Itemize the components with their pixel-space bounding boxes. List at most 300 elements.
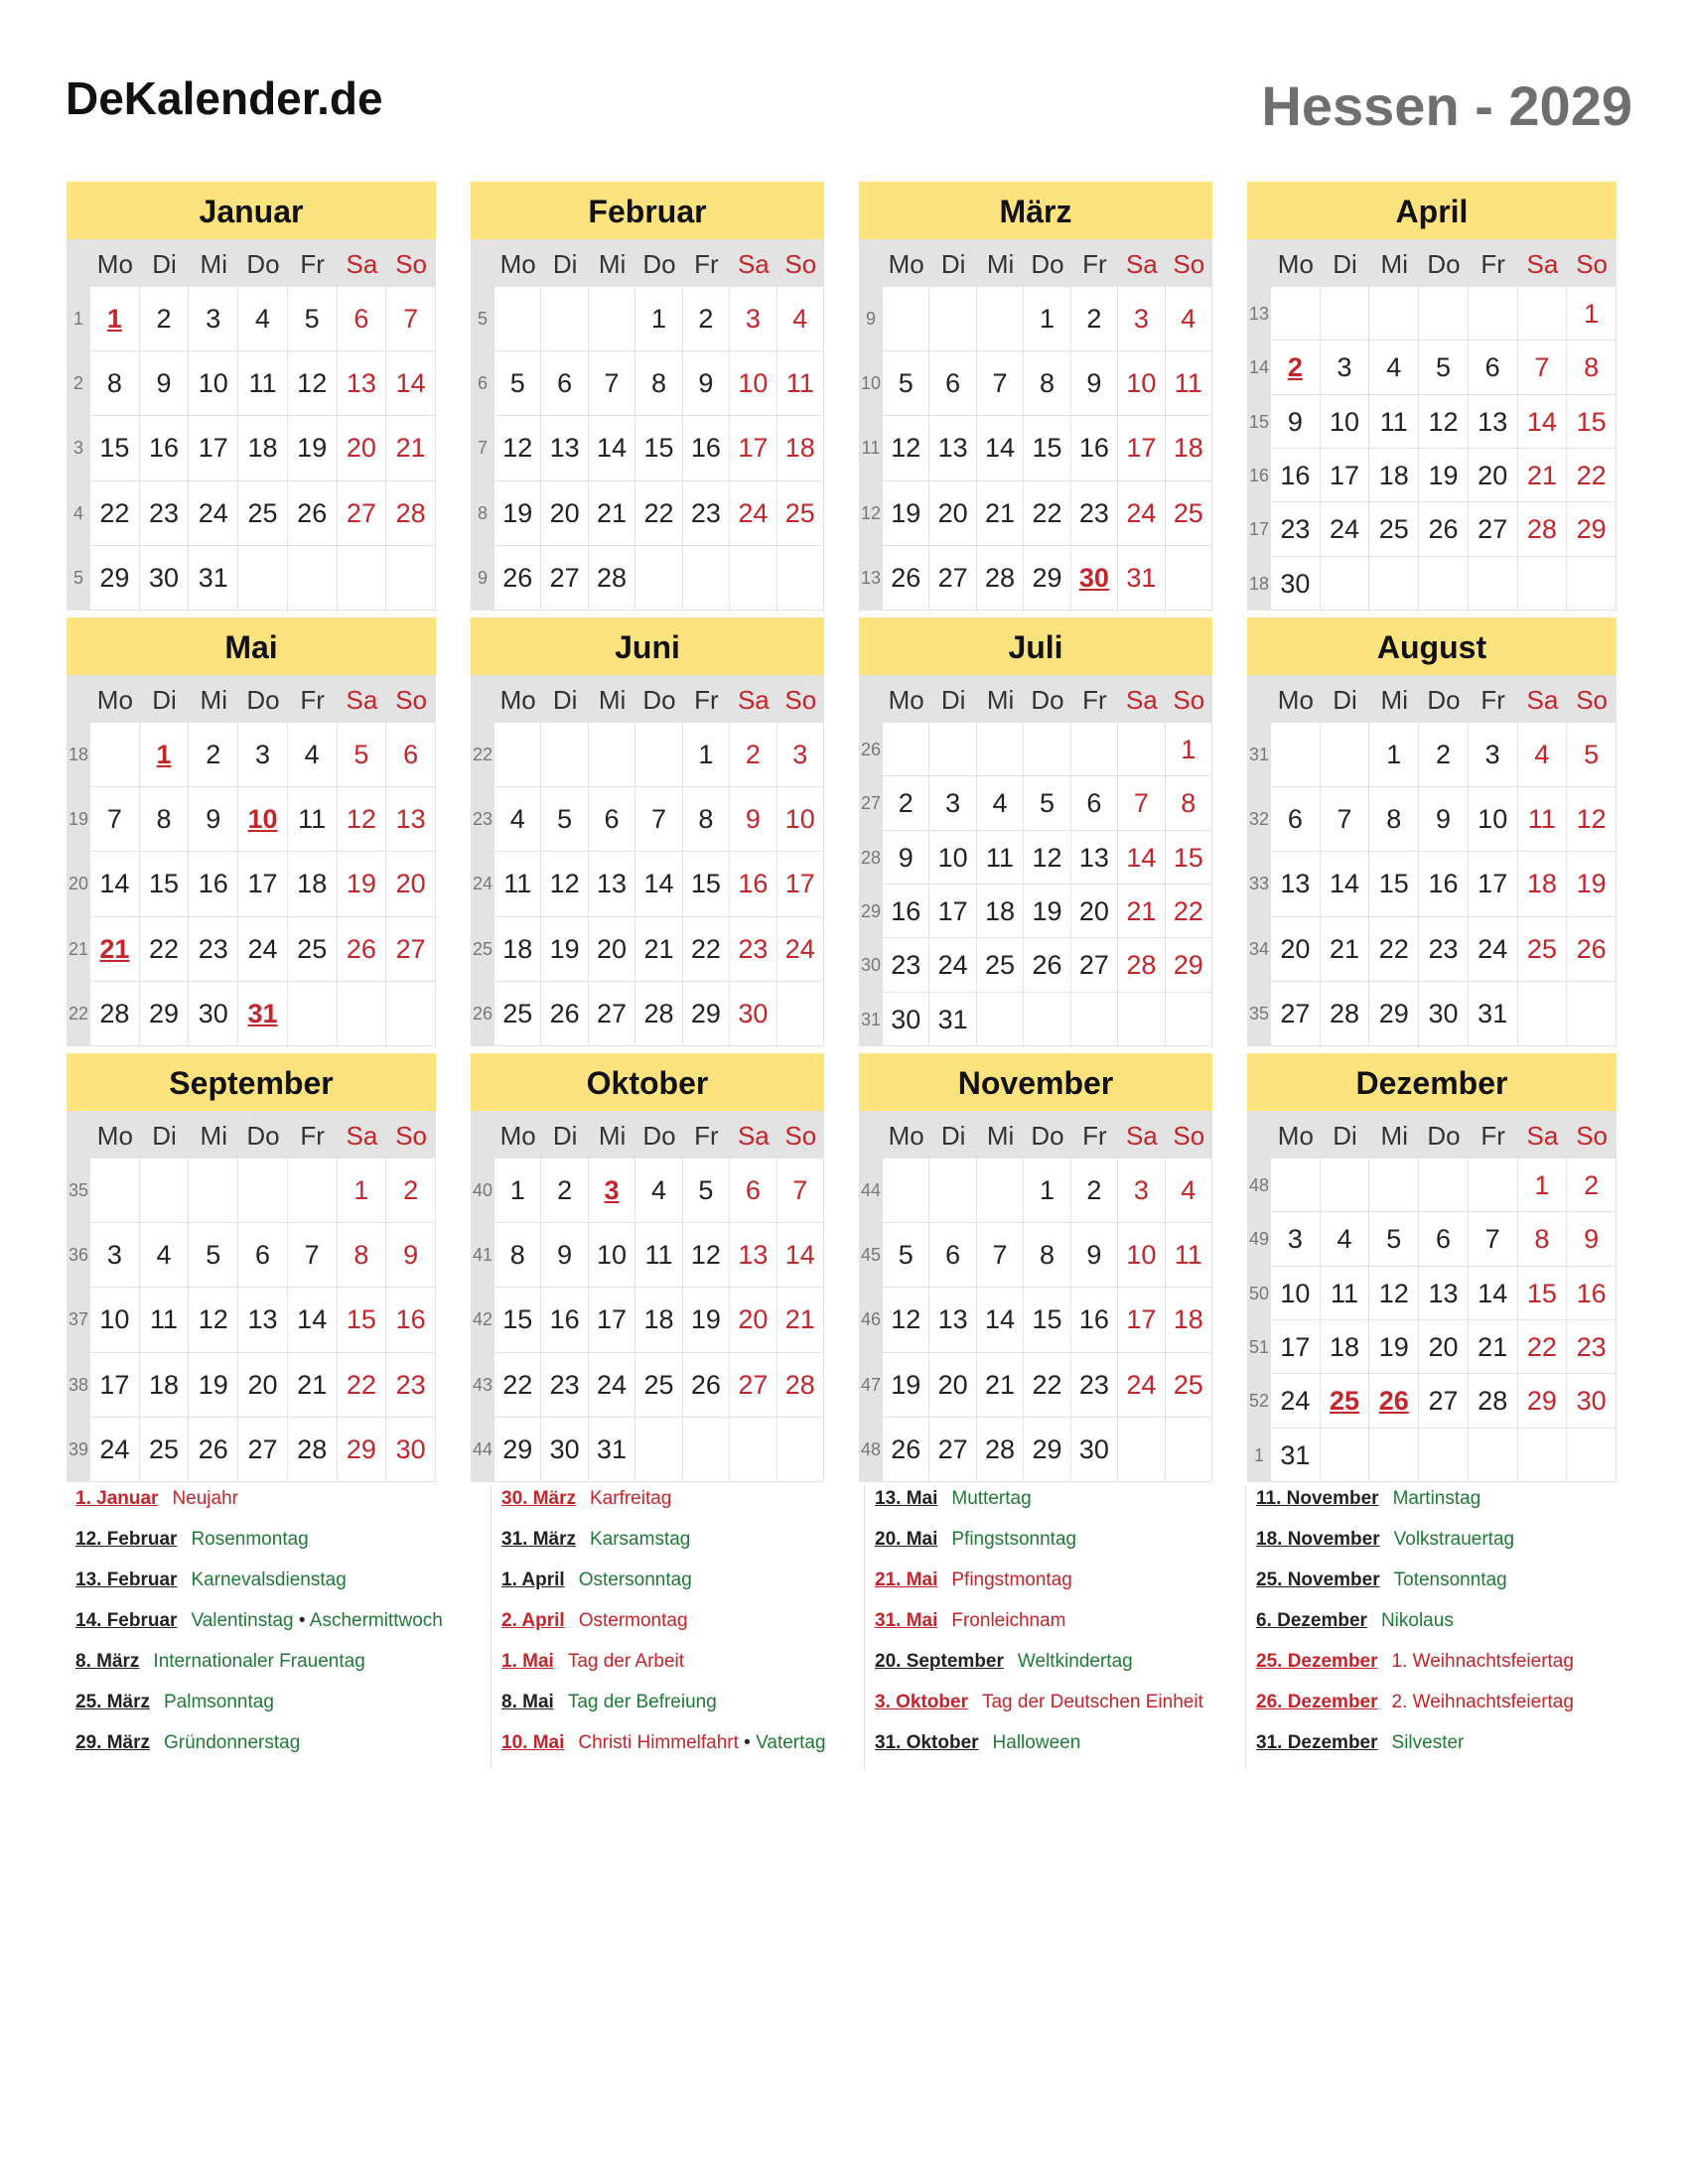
day-cell: 27 bbox=[238, 1418, 288, 1482]
day-cell: 5 bbox=[1024, 776, 1070, 830]
weekday-label: Fr bbox=[1082, 685, 1107, 715]
weekday-header bbox=[1247, 675, 1617, 723]
day-cell: 7 bbox=[288, 1223, 338, 1288]
week-number: 30 bbox=[860, 955, 882, 976]
weekday-label: Mo bbox=[96, 1121, 133, 1151]
weekday-label: Do bbox=[1427, 685, 1461, 715]
day-cell: 17 bbox=[730, 416, 776, 480]
empty-day-cell bbox=[338, 982, 387, 1046]
empty-day-cell bbox=[635, 723, 682, 787]
empty-day-cell bbox=[1369, 557, 1419, 611]
day-cell: 26 bbox=[541, 982, 588, 1046]
week-number: 44 bbox=[860, 1180, 882, 1200]
empty-day-cell bbox=[1419, 557, 1469, 611]
day-cell: 12 bbox=[338, 787, 387, 852]
day-cell: 8 bbox=[635, 351, 682, 416]
day-cell: 25 bbox=[977, 938, 1024, 992]
day-cell: 17 bbox=[1118, 1288, 1165, 1352]
day-cell: 26 bbox=[883, 1418, 929, 1482]
day-cell: 10 bbox=[90, 1288, 140, 1352]
month-oktober bbox=[471, 1053, 824, 1482]
weekday-label: Mi bbox=[1380, 685, 1408, 715]
empty-day-cell bbox=[883, 1159, 929, 1223]
day-cell: 5 bbox=[1419, 341, 1469, 394]
weekday-label: Do bbox=[1427, 1121, 1461, 1151]
day-cell: 15 bbox=[494, 1288, 541, 1352]
day-cell: 10 bbox=[189, 351, 238, 416]
day-cell: 22 bbox=[494, 1353, 541, 1418]
day-cell: 28 bbox=[977, 546, 1024, 611]
day-cell: 15 bbox=[635, 416, 682, 480]
day-cell: 20 bbox=[929, 1353, 976, 1418]
day-cell: 15 bbox=[140, 852, 190, 916]
day-cell: 19 bbox=[189, 1353, 238, 1418]
day-cell: 17 bbox=[238, 852, 288, 916]
day-cell: 23 bbox=[730, 917, 776, 982]
empty-day-cell bbox=[977, 993, 1024, 1046]
day-cell: 29 bbox=[1567, 502, 1617, 556]
day-cell: 25 bbox=[1369, 502, 1419, 556]
legend-date: 8. März bbox=[75, 1651, 140, 1672]
day-cell: 20 bbox=[386, 852, 436, 916]
month-title: Mai bbox=[67, 617, 436, 675]
empty-day-cell bbox=[730, 1418, 776, 1482]
empty-day-cell bbox=[777, 1418, 824, 1482]
weekday-label: Di bbox=[552, 249, 578, 279]
empty-day-cell bbox=[140, 1159, 190, 1223]
empty-day-cell bbox=[288, 982, 338, 1046]
empty-day-cell bbox=[1321, 557, 1370, 611]
empty-day-cell bbox=[589, 723, 635, 787]
week-number: 35 bbox=[1248, 1003, 1270, 1024]
day-cell: 18 bbox=[1166, 416, 1212, 480]
empty-day-cell bbox=[1518, 287, 1568, 341]
day-cell: 28 bbox=[1518, 502, 1568, 556]
day-cell: 20 bbox=[1419, 1320, 1469, 1374]
day-cell: 18 bbox=[238, 416, 288, 480]
week-number: 18 bbox=[68, 745, 89, 764]
day-cell: 7 bbox=[777, 1159, 824, 1223]
day-cell: 9 bbox=[1071, 1223, 1118, 1288]
day-cell: 15 bbox=[683, 852, 730, 916]
day-cell: 12 bbox=[288, 351, 338, 416]
day-cell: 25 bbox=[777, 481, 824, 546]
day-cell: 8 bbox=[683, 787, 730, 852]
week-number: 13 bbox=[860, 567, 882, 588]
empty-day-cell bbox=[1419, 1429, 1469, 1482]
weekday-label: Mo bbox=[499, 1121, 536, 1151]
week-number: 3 bbox=[72, 438, 83, 459]
legend-name: Muttertag bbox=[951, 1488, 1032, 1509]
day-cell: 11 bbox=[1518, 787, 1568, 852]
day-cell: 17 bbox=[929, 885, 976, 938]
day-cell: 2 bbox=[730, 723, 776, 787]
legend-item bbox=[875, 1529, 1076, 1551]
empty-day-cell bbox=[929, 287, 976, 351]
day-cell: 27 bbox=[541, 546, 588, 611]
day-cell: 11 bbox=[288, 787, 338, 852]
empty-day-cell bbox=[1118, 723, 1165, 776]
empty-day-cell bbox=[1166, 1418, 1212, 1482]
day-cell: 24 bbox=[929, 938, 976, 992]
weekday-label: Do bbox=[1031, 1121, 1064, 1151]
day-cell: 1 bbox=[683, 723, 730, 787]
day-cell: 19 bbox=[883, 1353, 929, 1418]
day-cell: 13 bbox=[730, 1223, 776, 1288]
day-cell: 30 bbox=[883, 993, 929, 1046]
weekday-label: Sa bbox=[1526, 249, 1559, 279]
day-cell: 3 bbox=[1321, 341, 1370, 394]
day-cell: 30 bbox=[541, 1418, 588, 1482]
day-cell: 24 bbox=[1469, 917, 1518, 982]
day-cell: 17 bbox=[90, 1353, 140, 1418]
day-cell: 26 bbox=[1369, 1374, 1419, 1428]
day-cell: 6 bbox=[730, 1159, 776, 1223]
month-title: November bbox=[859, 1053, 1212, 1111]
day-cell: 19 bbox=[1567, 852, 1617, 916]
weekday-label: Fr bbox=[1480, 1121, 1505, 1151]
day-cell: 21 bbox=[386, 416, 436, 480]
day-cell: 25 bbox=[140, 1418, 190, 1482]
day-cell: 14 bbox=[977, 1288, 1024, 1352]
day-cell: 10 bbox=[1118, 1223, 1165, 1288]
week-number: 40 bbox=[472, 1180, 493, 1200]
legend-date: 20. Mai bbox=[875, 1529, 938, 1550]
weekday-header bbox=[1247, 1111, 1617, 1159]
day-cell: 19 bbox=[1419, 449, 1469, 502]
day-cell: 25 bbox=[1321, 1374, 1370, 1428]
day-cell: 28 bbox=[386, 481, 436, 546]
day-cell: 18 bbox=[1518, 852, 1568, 916]
week-number: 33 bbox=[1248, 874, 1270, 894]
empty-day-cell bbox=[494, 723, 541, 787]
day-cell: 14 bbox=[1321, 852, 1370, 916]
day-cell: 21 bbox=[635, 917, 682, 982]
day-cell: 1 bbox=[1518, 1159, 1568, 1212]
weekday-label: Fr bbox=[300, 685, 325, 715]
week-number: 48 bbox=[1248, 1175, 1270, 1195]
day-cell: 10 bbox=[1469, 787, 1518, 852]
day-cell: 25 bbox=[1518, 917, 1568, 982]
day-cell: 1 bbox=[90, 287, 140, 351]
day-cell: 14 bbox=[977, 416, 1024, 480]
day-cell: 16 bbox=[386, 1288, 436, 1352]
day-cell: 27 bbox=[1419, 1374, 1469, 1428]
day-cell: 28 bbox=[1469, 1374, 1518, 1428]
day-cell: 18 bbox=[140, 1353, 190, 1418]
month-days bbox=[67, 675, 436, 1046]
day-cell: 17 bbox=[1118, 416, 1165, 480]
day-cell: 20 bbox=[1071, 885, 1118, 938]
day-cell: 30 bbox=[189, 982, 238, 1046]
weekday-header bbox=[859, 675, 1212, 723]
day-cell: 8 bbox=[1024, 1223, 1070, 1288]
day-cell: 16 bbox=[1419, 852, 1469, 916]
day-cell: 12 bbox=[541, 852, 588, 916]
legend-name: Totensonntag bbox=[1393, 1570, 1507, 1590]
day-cell: 7 bbox=[386, 287, 436, 351]
legend-date: 20. September bbox=[875, 1651, 1004, 1672]
day-cell: 6 bbox=[589, 787, 635, 852]
day-cell: 25 bbox=[1166, 1353, 1212, 1418]
week-number: 16 bbox=[1248, 466, 1270, 485]
day-cell: 10 bbox=[730, 351, 776, 416]
day-cell: 31 bbox=[238, 982, 288, 1046]
day-cell: 1 bbox=[1166, 723, 1212, 776]
day-cell: 9 bbox=[1567, 1212, 1617, 1266]
day-cell: 14 bbox=[589, 416, 635, 480]
legend-date: 2. April bbox=[501, 1610, 565, 1631]
legend-date: 31. März bbox=[501, 1529, 576, 1550]
day-cell: 8 bbox=[1567, 341, 1617, 394]
legend-date: 31. Dezember bbox=[1256, 1732, 1378, 1753]
day-cell: 2 bbox=[883, 776, 929, 830]
day-cell: 20 bbox=[730, 1288, 776, 1352]
empty-day-cell bbox=[730, 546, 776, 611]
day-cell: 8 bbox=[1369, 787, 1419, 852]
day-cell: 2 bbox=[386, 1159, 436, 1223]
legend-column bbox=[66, 1485, 443, 1769]
month-juni bbox=[471, 617, 824, 1046]
day-cell: 9 bbox=[730, 787, 776, 852]
day-cell: 19 bbox=[683, 1288, 730, 1352]
legend-name: Vatertag bbox=[756, 1732, 826, 1753]
weekday-label: Di bbox=[152, 685, 177, 715]
week-number: 25 bbox=[472, 938, 493, 959]
day-cell: 22 bbox=[140, 917, 190, 982]
day-cell: 2 bbox=[1071, 1159, 1118, 1223]
empty-day-cell bbox=[1419, 1159, 1469, 1212]
week-number: 8 bbox=[477, 502, 488, 523]
legend-item bbox=[875, 1651, 1133, 1673]
weekday-label: Di bbox=[1333, 685, 1357, 715]
day-cell: 15 bbox=[1518, 1267, 1568, 1320]
month-title: Oktober bbox=[471, 1053, 824, 1111]
month-mai bbox=[67, 617, 436, 1046]
day-cell: 6 bbox=[1469, 341, 1518, 394]
day-cell: 29 bbox=[1024, 546, 1070, 611]
legend-item bbox=[501, 1570, 692, 1591]
legend-date: 18. November bbox=[1256, 1529, 1380, 1550]
day-cell: 27 bbox=[338, 481, 387, 546]
day-cell: 16 bbox=[683, 416, 730, 480]
day-cell: 29 bbox=[140, 982, 190, 1046]
empty-day-cell bbox=[288, 546, 338, 611]
day-cell: 19 bbox=[1024, 885, 1070, 938]
month-title: März bbox=[859, 182, 1212, 239]
day-cell: 18 bbox=[494, 917, 541, 982]
weekday-label: Do bbox=[642, 685, 676, 715]
day-cell: 4 bbox=[635, 1159, 682, 1223]
legend-column bbox=[864, 1485, 1242, 1769]
legend-name: Fronleichnam bbox=[951, 1610, 1066, 1631]
day-cell: 22 bbox=[1518, 1320, 1568, 1374]
day-cell: 20 bbox=[1271, 917, 1321, 982]
day-cell: 6 bbox=[929, 351, 976, 416]
week-number: 1 bbox=[1253, 1444, 1264, 1465]
week-number: 11 bbox=[861, 438, 881, 459]
empty-day-cell bbox=[1369, 1429, 1419, 1482]
legend-name: Tag der Arbeit bbox=[567, 1651, 685, 1672]
empty-day-cell bbox=[683, 1418, 730, 1482]
weekday-label: Fr bbox=[1480, 249, 1505, 279]
month-februar bbox=[471, 182, 824, 611]
day-cell: 5 bbox=[338, 723, 387, 787]
day-cell: 18 bbox=[977, 885, 1024, 938]
day-cell: 18 bbox=[635, 1288, 682, 1352]
day-cell: 14 bbox=[90, 852, 140, 916]
day-cell: 14 bbox=[288, 1288, 338, 1352]
empty-day-cell bbox=[929, 723, 976, 776]
weekday-header bbox=[67, 675, 436, 723]
legend-item bbox=[875, 1488, 1032, 1510]
day-cell: 17 bbox=[589, 1288, 635, 1352]
day-cell: 19 bbox=[541, 917, 588, 982]
legend-date: 29. März bbox=[75, 1732, 150, 1753]
day-cell: 8 bbox=[140, 787, 190, 852]
day-cell: 13 bbox=[1271, 852, 1321, 916]
weekday-label: Mo bbox=[96, 685, 133, 715]
day-cell: 24 bbox=[1321, 502, 1370, 556]
weekday-label: Mi bbox=[598, 685, 627, 715]
legend-date: 14. Februar bbox=[75, 1610, 178, 1631]
weekday-label: So bbox=[784, 685, 817, 715]
weekday-label: So bbox=[784, 1121, 817, 1151]
day-cell: 4 bbox=[288, 723, 338, 787]
day-cell: 11 bbox=[1166, 351, 1212, 416]
weekday-label: Fr bbox=[694, 1121, 719, 1151]
legend-item bbox=[875, 1610, 1065, 1632]
day-cell: 27 bbox=[386, 917, 436, 982]
week-number: 37 bbox=[68, 1309, 89, 1330]
week-number: 26 bbox=[472, 1003, 493, 1024]
week-number: 6 bbox=[477, 373, 488, 394]
legend-name: Tag der Befreiung bbox=[567, 1692, 717, 1712]
legend-date: 8. Mai bbox=[501, 1692, 554, 1712]
day-cell: 3 bbox=[189, 287, 238, 351]
day-cell: 12 bbox=[683, 1223, 730, 1288]
day-cell: 30 bbox=[1071, 546, 1118, 611]
week-number: 27 bbox=[860, 793, 882, 814]
weekday-label: Mi bbox=[598, 1121, 627, 1151]
day-cell: 21 bbox=[90, 917, 140, 982]
legend-date: 3. Oktober bbox=[875, 1692, 968, 1712]
legend-date: 10. Mai bbox=[501, 1732, 565, 1753]
legend-name: Volkstrauertag bbox=[1393, 1529, 1515, 1550]
day-cell: 29 bbox=[90, 546, 140, 611]
month-title: August bbox=[1247, 617, 1617, 675]
empty-day-cell bbox=[1024, 723, 1070, 776]
day-cell: 31 bbox=[1118, 546, 1165, 611]
day-cell: 7 bbox=[635, 787, 682, 852]
day-cell: 11 bbox=[1321, 1267, 1370, 1320]
legend-name: Nikolaus bbox=[1380, 1610, 1454, 1631]
day-cell: 26 bbox=[288, 481, 338, 546]
day-cell: 16 bbox=[1271, 449, 1321, 502]
weekday-label: Mi bbox=[200, 1121, 227, 1151]
day-cell: 11 bbox=[635, 1223, 682, 1288]
day-cell: 22 bbox=[90, 481, 140, 546]
week-number: 23 bbox=[472, 809, 493, 830]
day-cell: 31 bbox=[189, 546, 238, 611]
day-cell: 15 bbox=[1024, 1288, 1070, 1352]
day-cell: 1 bbox=[338, 1159, 387, 1223]
day-cell: 9 bbox=[883, 831, 929, 885]
week-number: 10 bbox=[860, 373, 882, 394]
weekday-label: Sa bbox=[737, 1121, 770, 1151]
week-number: 24 bbox=[472, 874, 493, 894]
day-cell: 26 bbox=[683, 1353, 730, 1418]
legend-date: 12. Februar bbox=[75, 1529, 178, 1550]
day-cell: 13 bbox=[386, 787, 436, 852]
day-cell: 12 bbox=[1419, 395, 1469, 449]
empty-day-cell bbox=[883, 287, 929, 351]
week-number: 36 bbox=[68, 1245, 89, 1266]
month-title: Dezember bbox=[1247, 1053, 1617, 1111]
day-cell: 5 bbox=[883, 1223, 929, 1288]
empty-day-cell bbox=[1166, 546, 1212, 611]
empty-day-cell bbox=[1567, 1429, 1617, 1482]
day-cell: 24 bbox=[1118, 481, 1165, 546]
day-cell: 4 bbox=[1166, 1159, 1212, 1223]
week-number: 20 bbox=[68, 874, 89, 894]
weekday-label: Fr bbox=[300, 1121, 325, 1151]
day-cell: 11 bbox=[140, 1288, 190, 1352]
day-cell: 8 bbox=[1024, 351, 1070, 416]
month-märz bbox=[859, 182, 1212, 611]
day-cell: 3 bbox=[730, 287, 776, 351]
month-august bbox=[1247, 617, 1617, 1046]
day-cell: 24 bbox=[730, 481, 776, 546]
month-days bbox=[67, 239, 436, 611]
empty-day-cell bbox=[541, 287, 588, 351]
empty-day-cell bbox=[1271, 723, 1321, 787]
weekday-label: So bbox=[784, 249, 817, 279]
day-cell: 27 bbox=[1469, 502, 1518, 556]
day-cell: 5 bbox=[1567, 723, 1617, 787]
day-cell: 9 bbox=[1271, 395, 1321, 449]
day-cell: 21 bbox=[589, 481, 635, 546]
day-cell: 19 bbox=[338, 852, 387, 916]
day-cell: 26 bbox=[1419, 502, 1469, 556]
weekday-label: Do bbox=[642, 1121, 676, 1151]
day-cell: 9 bbox=[386, 1223, 436, 1288]
empty-day-cell bbox=[386, 546, 436, 611]
weekday-label: Sa bbox=[1125, 249, 1158, 279]
month-days bbox=[1247, 239, 1617, 611]
legend-item bbox=[1256, 1610, 1454, 1632]
legend-separator: • bbox=[293, 1610, 310, 1631]
weekday-header bbox=[67, 1111, 436, 1159]
legend-date: 31. Mai bbox=[875, 1610, 938, 1631]
day-cell: 23 bbox=[189, 917, 238, 982]
day-cell: 11 bbox=[494, 852, 541, 916]
weekday-label: Sa bbox=[1125, 1121, 1158, 1151]
weekday-label: Mi bbox=[200, 249, 227, 279]
day-cell: 8 bbox=[338, 1223, 387, 1288]
week-number: 46 bbox=[860, 1309, 882, 1330]
day-cell: 7 bbox=[977, 1223, 1024, 1288]
legend-name: Karnevalsdienstag bbox=[191, 1570, 347, 1590]
legend-name: Silvester bbox=[1391, 1732, 1465, 1753]
weekday-label: So bbox=[1576, 1121, 1609, 1151]
day-cell: 5 bbox=[189, 1223, 238, 1288]
day-cell: 3 bbox=[777, 723, 824, 787]
empty-day-cell bbox=[635, 546, 682, 611]
day-cell: 19 bbox=[494, 481, 541, 546]
weekday-label: Mo bbox=[888, 685, 924, 715]
day-cell: 4 bbox=[140, 1223, 190, 1288]
